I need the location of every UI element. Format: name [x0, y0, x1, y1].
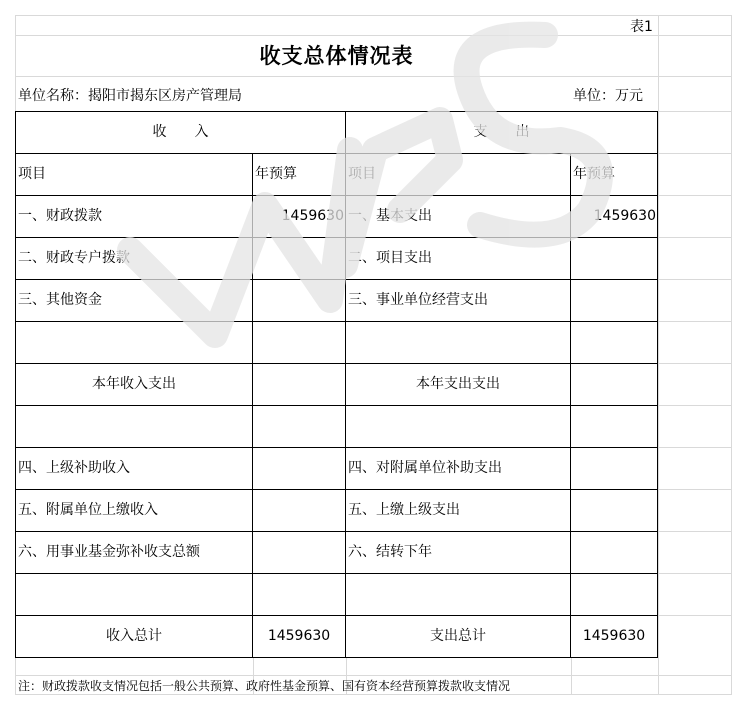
- gridline: [658, 237, 732, 238]
- table-border: [15, 531, 658, 532]
- expense-budget-header: 年预算: [573, 166, 615, 182]
- table-border: [15, 195, 658, 196]
- income-item: 四、上级补助收入: [18, 460, 130, 476]
- table-border: [15, 237, 658, 238]
- expense-total-label: 支出总计: [430, 628, 486, 644]
- gridline: [658, 279, 732, 280]
- page-title: 收支总体情况表: [259, 44, 414, 68]
- income-item: 本年收入支出: [92, 376, 176, 392]
- table-border: [15, 153, 658, 154]
- income-item: 五、附属单位上缴收入: [18, 502, 158, 518]
- gridline: [15, 15, 732, 16]
- expense-item: 二、项目支出: [348, 250, 432, 266]
- unit-label: 单位：万元: [573, 88, 643, 104]
- table-border: [15, 321, 658, 322]
- income-value: 1459630: [281, 208, 344, 224]
- unit-name: 单位名称：揭阳市揭东区房产管理局: [18, 88, 242, 104]
- table-border: [15, 363, 658, 364]
- gridline: [658, 363, 732, 364]
- table-border: [15, 615, 658, 616]
- footnote: 注：财政拨款收支情况包括一般公共预算、政府性基金预算、国有资本经营预算拨款收支情况: [18, 679, 511, 693]
- table-border: [15, 405, 658, 406]
- income-item-header: 项目: [18, 166, 46, 182]
- table-border: [15, 447, 658, 448]
- gridline: [658, 447, 732, 448]
- gridline: [658, 195, 732, 196]
- income-budget-header: 年预算: [255, 166, 297, 182]
- expense-item: 五、上缴上级支出: [348, 502, 460, 518]
- table-border: [15, 573, 658, 574]
- income-item: 三、其他资金: [18, 292, 102, 308]
- income-header: 收 入: [152, 124, 209, 140]
- table-number: 表1: [630, 19, 653, 35]
- table-border: [252, 153, 253, 658]
- table-border: [657, 111, 658, 658]
- gridline: [658, 153, 732, 154]
- gridline: [658, 15, 659, 695]
- income-total-value: 1459630: [267, 628, 331, 644]
- expense-item: 六、结转下年: [348, 544, 432, 560]
- table-border: [15, 279, 658, 280]
- gridline: [658, 573, 732, 574]
- expense-item: 三、事业单位经营支出: [348, 292, 488, 308]
- gridline: [658, 321, 732, 322]
- gridline: [658, 531, 732, 532]
- table-border: [570, 153, 571, 658]
- table-border: [15, 489, 658, 490]
- gridline: [731, 15, 732, 695]
- table-border: [15, 657, 658, 658]
- expense-value: 1459630: [593, 208, 656, 224]
- expense-total-value: 1459630: [582, 628, 646, 644]
- gridline: [15, 35, 732, 36]
- expense-item: 四、对附属单位补助支出: [348, 460, 502, 476]
- gridline: [15, 76, 732, 77]
- income-total-label: 收入总计: [106, 628, 162, 644]
- gridline: [658, 489, 732, 490]
- expense-item: 一、基本支出: [348, 208, 432, 224]
- income-item: 一、财政拨款: [18, 208, 102, 224]
- income-item: 六、用事业基金弥补收支总额: [18, 544, 200, 560]
- gridline: [658, 405, 732, 406]
- gridline: [571, 658, 572, 695]
- expense-item: 本年支出支出: [416, 376, 500, 392]
- gridline: [658, 111, 732, 112]
- expense-header: 支 出: [473, 124, 530, 140]
- income-item: 二、财政专户拨款: [18, 250, 130, 266]
- table-border: [15, 111, 658, 112]
- gridline: [658, 615, 732, 616]
- expense-item-header: 项目: [348, 166, 376, 182]
